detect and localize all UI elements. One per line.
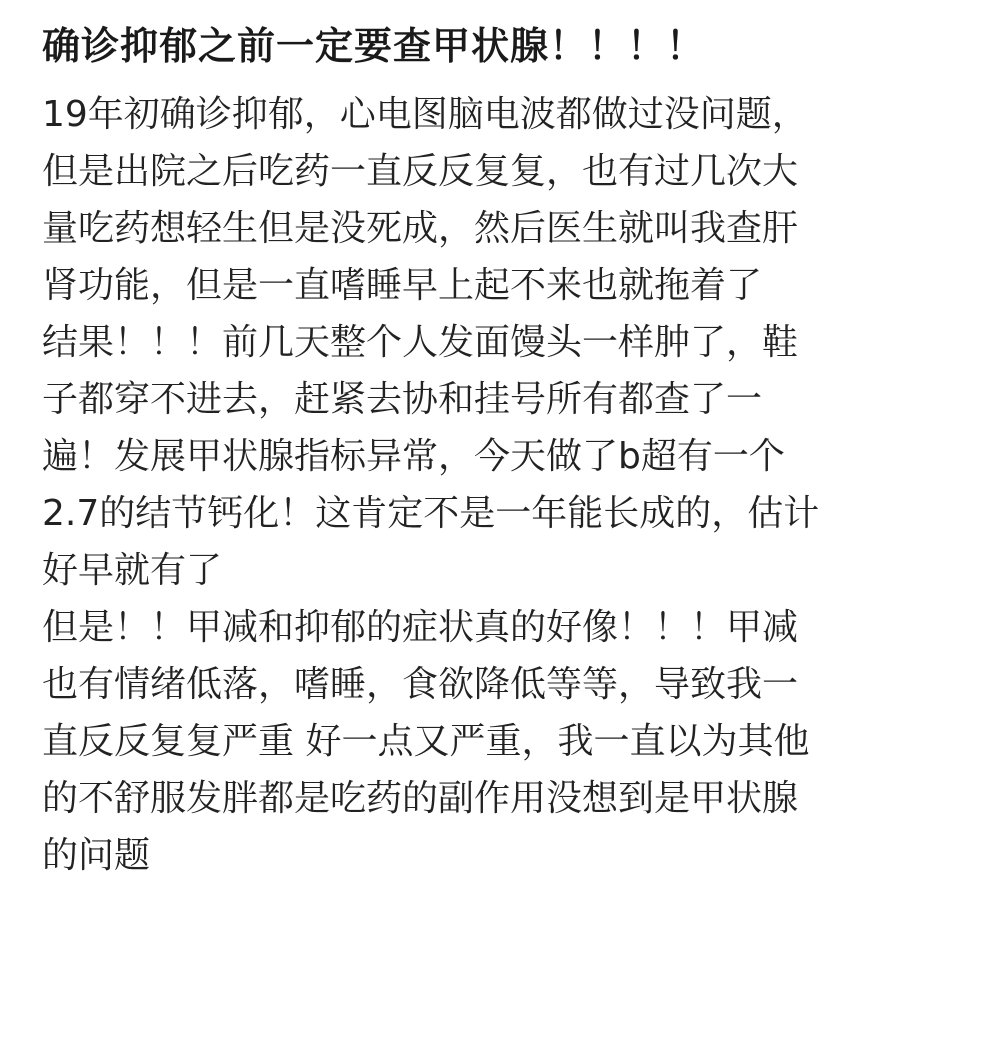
body-line: 肾功能，但是一直嗜睡早上起不来也就拖着了 bbox=[42, 265, 763, 306]
body-line: 的问题 bbox=[42, 835, 151, 876]
post-content bbox=[42, 0, 972, 884]
body-line: 但是！！甲减和抑郁的症状真的好像！！！甲减 bbox=[42, 607, 799, 648]
body-line: 遍！发展甲状腺指标异常，今天做了b超有一个 bbox=[42, 436, 785, 477]
body-line: 19年初确诊抑郁，心电图脑电波都做过没问题， bbox=[42, 94, 808, 135]
body-line: 但是出院之后吃药一直反反复复，也有过几次大 bbox=[42, 151, 799, 192]
body-line: 子都穿不进去，赶紧去协和挂号所有都查了一 bbox=[42, 379, 763, 420]
body-line: 直反反复复严重 好一点又严重，我一直以为其他 bbox=[42, 721, 810, 762]
post-title: 确诊抑郁之前一定要查甲状腺！！！！ bbox=[42, 24, 706, 68]
body-line: 2.7的结节钙化！这肯定不是一年能长成的，估计 bbox=[42, 493, 820, 534]
body-line: 量吃药想轻生但是没死成，然后医生就叫我查肝 bbox=[42, 208, 799, 249]
post-body bbox=[42, 86, 972, 884]
body-line: 结果！！！前几天整个人发面馒头一样肿了，鞋 bbox=[42, 322, 799, 363]
body-line: 的不舒服发胖都是吃药的副作用没想到是甲状腺 bbox=[42, 778, 799, 819]
body-line: 也有情绪低落，嗜睡，食欲降低等等，导致我一 bbox=[42, 664, 799, 705]
body-line: 好早就有了 bbox=[42, 550, 223, 591]
